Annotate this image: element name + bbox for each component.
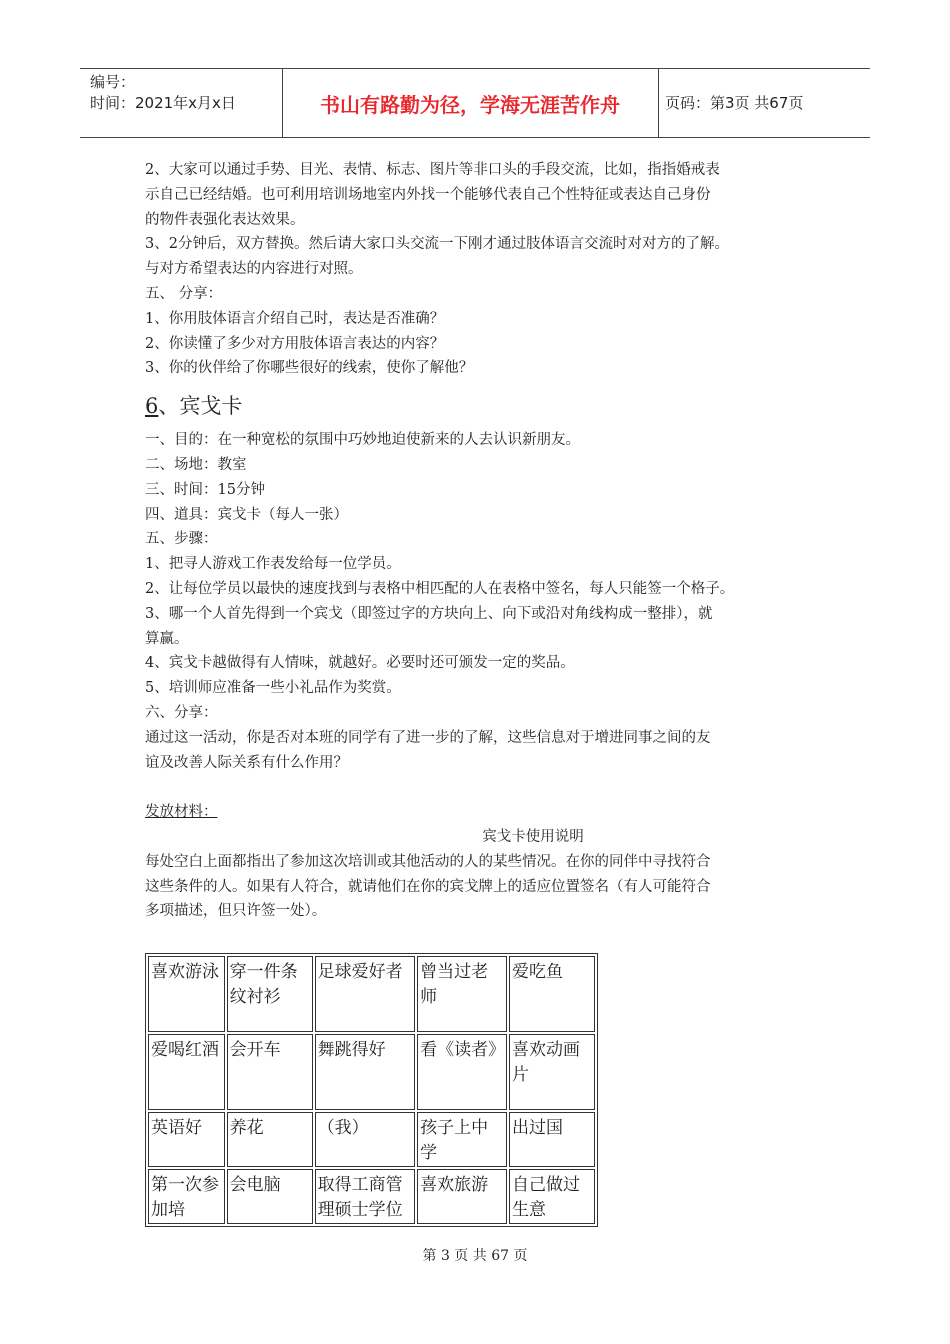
text-line: 二、场地：教室: [145, 456, 247, 473]
text-line: 示自己已经结婚。也可利用培训场地室内外找一个能够代表自己个性特征或表达自己身份: [145, 186, 711, 203]
text-line: 六、分享：: [145, 704, 218, 721]
text-line: 2、让每位学员以最快的速度找到与表格中相匹配的人在表格中签名，每人只能签一个格子。: [145, 580, 735, 597]
paragraph-block-b: [145, 428, 825, 775]
text-line: 的物件表强化表达效果。: [145, 211, 305, 228]
section-number: 6: [145, 394, 159, 419]
header-meta: [90, 72, 236, 114]
section-heading: [145, 394, 825, 418]
text-line: 2、大家可以通过手势、目光、表情、标志、图片等非口头的手段交流，比如，指指婚戒表: [145, 162, 720, 178]
bingo-cell: 穿一件条纹衬衫: [227, 956, 313, 1032]
bingo-cell: 英语好: [148, 1112, 225, 1167]
text-line: 四、道具：宾戈卡（每人一张）: [145, 506, 348, 523]
text-line: 3、哪一个人首先得到一个宾戈（即签过字的方块向上、向下或沿对角线构成一整排），就: [145, 605, 713, 622]
bingo-cell: 看《读者》: [417, 1034, 507, 1110]
handout-label: 发放材料：: [145, 804, 218, 821]
bingo-row: [148, 956, 595, 1032]
bingo-cell: 会电脑: [227, 1169, 313, 1224]
bingo-cell: 出过国: [509, 1112, 595, 1167]
bingo-cell: 喜欢动画片: [509, 1034, 595, 1110]
text-line: 5、培训师应准备一些小礼品作为奖赏。: [145, 680, 401, 697]
bingo-cell: 爱喝红酒: [148, 1034, 225, 1110]
bingo-cell: （我）: [315, 1112, 415, 1167]
bingo-cell: 第一次参加培: [148, 1169, 225, 1224]
text-line: 1、把寻人游戏工作表发给每一位学员。: [145, 556, 401, 573]
bingo-row: [148, 1112, 595, 1167]
page-footer: 第 3 页 共 67 页: [422, 1248, 528, 1264]
paragraph-block-c: [145, 850, 825, 924]
header-page-info: 页码：第3页 共67页: [665, 94, 804, 112]
text-line: 每处空白上面都指出了参加这次培训或其他活动的人的某些情况。在你的同伴中寻找符合: [145, 853, 711, 870]
paragraph-block-a: [145, 158, 825, 381]
text-line: 算赢。: [145, 630, 189, 647]
bingo-cell: 舞跳得好: [315, 1034, 415, 1110]
text-line: 2、你读懂了多少对方用肢体语言表达的内容？: [145, 335, 445, 352]
text-line: 一、目的：在一种宽松的氛围中巧妙地迫使新来的人去认识新朋友。: [145, 432, 580, 449]
bingo-row: [148, 1034, 595, 1110]
handout-line: [145, 800, 825, 825]
bingo-cell: 会开车: [227, 1034, 313, 1110]
text-line: 三、时间：15分钟: [145, 481, 265, 498]
bingo-cell: 爱吃鱼: [509, 956, 595, 1032]
document-body: [145, 158, 825, 924]
bingo-cell: 曾当过老师: [417, 956, 507, 1032]
bingo-cell: 喜欢游泳: [148, 956, 225, 1032]
bingo-row: [148, 1169, 595, 1224]
text-line: 五、步骤：: [145, 531, 218, 548]
bingo-cell: 足球爱好者: [315, 956, 415, 1032]
text-line: 这些条件的人。如果有人符合，就请他们在你的宾戈牌上的适应位置签名（有人可能符合: [145, 878, 711, 895]
bingo-cell: 自己做过生意: [509, 1169, 595, 1224]
page-header: [80, 68, 870, 138]
blank-line: [145, 775, 825, 800]
section-title: 、宾戈卡: [158, 394, 243, 419]
text-line: 与对方希望表达的内容进行对照。: [145, 261, 363, 278]
text-line: 五、 分享：: [145, 285, 223, 302]
date-line: 时间：2021年x月x日: [90, 94, 236, 112]
header-slogan: 书山有路勤为径，学海无涯苦作舟: [320, 92, 620, 117]
text-line: 通过这一活动，你是否对本班的同学有了进一步的了解，这些信息对于增进同事之间的友: [145, 729, 711, 746]
bingo-table: [145, 953, 598, 1227]
bingo-cell: 孩子上中学: [417, 1112, 507, 1167]
text-line: 1、你用肢体语言介绍自己时，表达是否准确？: [145, 310, 445, 327]
bingo-cell: 养花: [227, 1112, 313, 1167]
header-divider: [658, 69, 659, 137]
text-line: 3、2分钟后，双方替换。然后请大家口头交流一下刚才通过肢体语言交流时对对方的了解。: [145, 236, 729, 253]
card-title: 宾戈卡使用说明: [482, 828, 584, 845]
bingo-cell: 取得工商管理硕士学位: [315, 1169, 415, 1224]
text-line: 多项描述，但只许签一处）。: [145, 903, 327, 920]
code-label: 编号：: [90, 73, 136, 91]
text-line: 3、你的伙伴给了你哪些很好的线索，使你了解他？: [145, 360, 474, 377]
text-line: 4、宾戈卡越做得有人情味，就越好。必要时还可颁发一定的奖品。: [145, 655, 575, 672]
bingo-cell: 喜欢旅游: [417, 1169, 507, 1224]
text-line: 谊及改善人际关系有什么作用？: [145, 754, 348, 771]
